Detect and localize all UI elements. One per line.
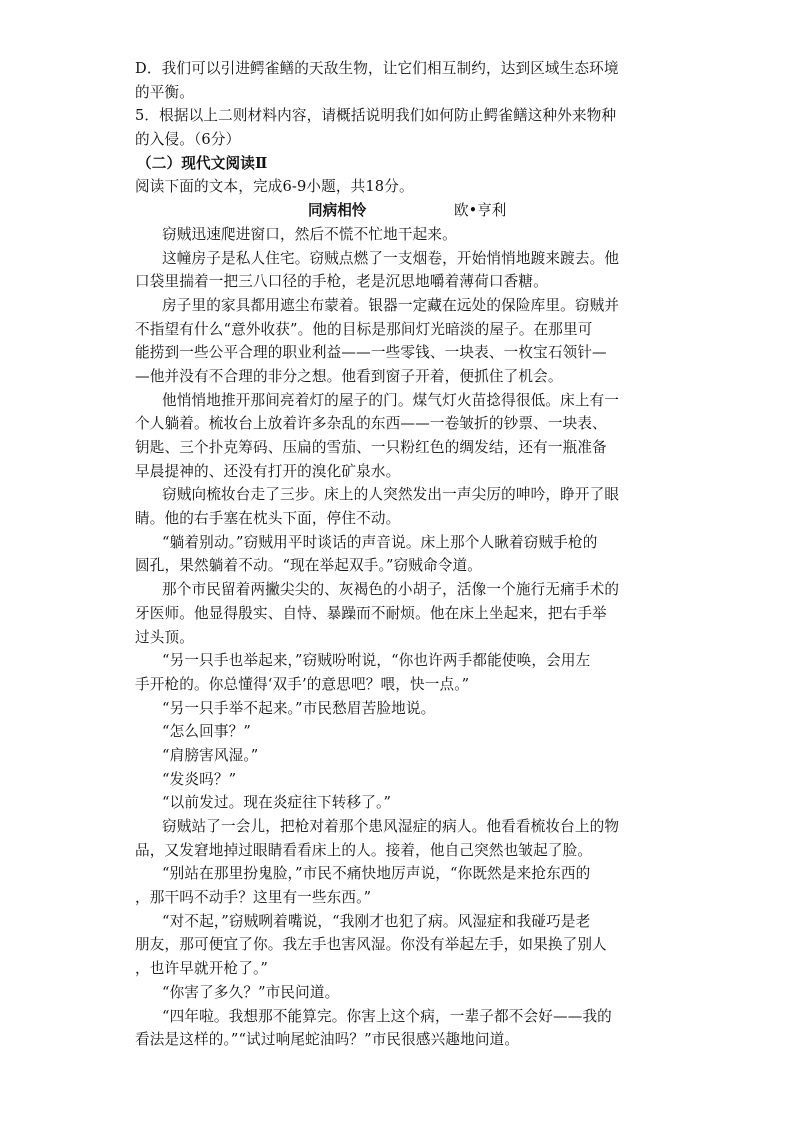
paragraph-line: 朋友，那可便宜了你。我左手也害风湿。你没有举起左手，如果换了别人 (135, 936, 607, 954)
text-line: 的平衡。 (135, 83, 194, 101)
paragraph-line: —他并没有不合理的非分之想。他看到窗子开着，便抓住了机会。 (135, 367, 563, 385)
paragraph-line: 圆孔，果然躺着不动。“现在举起双手。”窃贼命令道。 (135, 557, 483, 575)
paragraph-line: 窃贼向梳妆台走了三步。床上的人突然发出一声尖厉的呻吟，睁开了眼 (162, 486, 620, 504)
paragraph-line: “另一只手举不起来。”市民愁眉苦脸地说。 (162, 699, 436, 717)
paragraph-line: 窃贼迅速爬进窗口，然后不慌不忙地干起来。 (162, 225, 457, 243)
paragraph-line: 这幢房子是私人住宅。窃贼点燃了一支烟卷，开始悄悄地踱来踱去。他 (162, 249, 620, 267)
paragraph-line: 他悄悄地推开那间亮着灯的屋子的门。煤气灯火苗捻得很低。床上有一 (162, 391, 620, 409)
paragraph-line: 品，又发窘地掉过眼睛看看床上的人。接着，他自己突然也皱起了脸。 (135, 841, 593, 859)
paragraph-line: “躺着别动。”窃贼用平时谈话的声音说。床上那个人瞅着窃贼手枪的 (162, 533, 598, 551)
paragraph-line: 窃贼站了一会儿，把枪对着那个患风湿症的病人。他看看梳妆台上的物 (162, 818, 620, 835)
paragraph-line: “发炎吗？” (162, 770, 237, 788)
question-5-line: 5．根据以上二则材料内容，请概括说明我们如何防止鳄雀鳝这种外来物种 (135, 107, 617, 125)
paragraph-line: 手开枪的。你总懂得‘双手’的意思吧？喂，快一点。” (135, 675, 470, 693)
article-title: 同病相怜 (308, 202, 367, 220)
paragraph-line: “你害了多久？”市民问道。 (162, 983, 340, 1001)
paragraph-line: ，也许早就开枪了。” (135, 960, 269, 978)
paragraph-line: 看法是这样的。”“试过响尾蛇油吗？”市民很感兴趣地问道。 (135, 1031, 520, 1049)
paragraph-line: 房子里的家具都用遮尘布蒙着。银器一定藏在远处的保险库里。窃贼并 (162, 296, 620, 314)
instruction-line: 阅读下面的文本，完成6-9小题，共18分。 (135, 178, 414, 196)
paragraph-line: 钥匙、三个扑克筹码、压扁的雪茄、一只粉红色的绸发结，还有一瓶准备 (135, 439, 607, 456)
document-page (135, 57, 657, 1052)
paragraph-line: 那个市民留着两撇尖尖的、灰褐色的小胡子，活像一个施行无痛手术的 (162, 581, 620, 599)
paragraph-line: “四年啦。我想那不能算完。你害上这个病，一辈子都不会好——我的 (162, 1007, 612, 1025)
paragraph-line: “对不起，”窃贼咧着嘴说，“我刚才也犯了病。风湿症和我碰巧是老 (162, 912, 591, 930)
article-author: 欧•亨利 (454, 202, 507, 220)
text-line: 的入侵。（6分） (135, 131, 241, 149)
paragraph-line: 个人躺着。梳妆台上放着许多杂乱的东西——一卷皱折的钞票、一块表、 (135, 415, 607, 433)
paragraph-line: “怎么回事？” (162, 723, 251, 741)
paragraph-line: 能捞到一些公平合理的职业利益——一些零钱、一块表、一枚宝石领针— (135, 344, 607, 362)
paragraph-line: 睛。他的右手塞在枕头下面，停住不动。 (135, 510, 401, 528)
paragraph-line: 牙医师。他显得殷实、自恃、暴躁而不耐烦。他在床上坐起来，把右手举 (135, 604, 607, 622)
section-heading: （二）现代文阅读Ⅱ (137, 154, 268, 172)
text-line: D．我们可以引进鳄雀鳝的天敌生物，让它们相互制约，达到区域生态环境 (135, 60, 619, 77)
paragraph-line: “肩膀害风湿。” (162, 746, 259, 764)
paragraph-line: 早晨提神的、还没有打开的溴化矿泉水。 (135, 462, 401, 480)
paragraph-line: 过头顶。 (135, 628, 194, 646)
paragraph-line: “别站在那里扮鬼脸，”市民不痛快地厉声说，“你既然是来抢东西的 (162, 865, 591, 883)
paragraph-line: “以前发过。现在炎症往下转移了。” (162, 794, 392, 812)
paragraph-line: 不指望有什么“意外收获”。他的目标是那间灯光暗淡的屋子。在那里可 (135, 320, 593, 338)
paragraph-line: 口袋里揣着一把三八口径的手枪，老是沉思地嚼着薄荷口香糖。 (135, 273, 548, 291)
paragraph-line: “另一只手也举起来，”窃贼吩咐说，“你也许两手都能使唤，会用左 (162, 652, 591, 670)
article-title-row (135, 199, 657, 223)
paragraph-line: ，那干吗不动手？这里有一些东西。” (135, 889, 372, 907)
